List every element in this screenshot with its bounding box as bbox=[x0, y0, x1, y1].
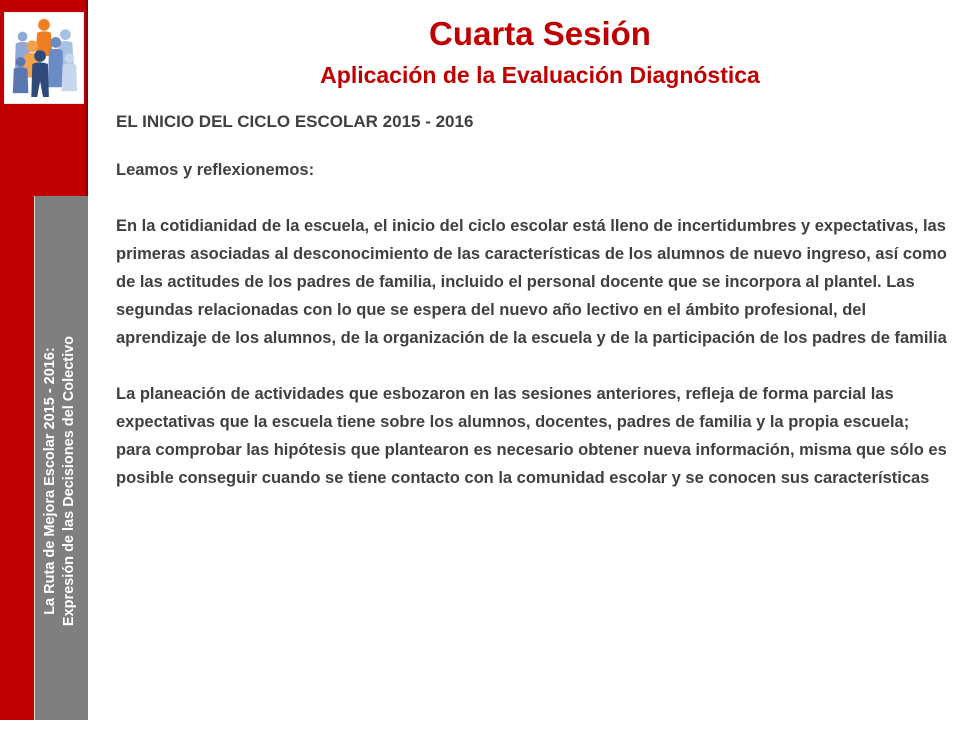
section-heading: EL INICIO DEL CICLO ESCOLAR 2015 - 2016 bbox=[116, 112, 474, 131]
page-subtitle: Aplicación de la Evaluación Diagnóstica bbox=[320, 62, 760, 88]
intro-text: Leamos y reflexionemos: bbox=[116, 161, 315, 179]
page-title: Cuarta Sesión bbox=[429, 15, 651, 52]
sidebar-vertical-caption bbox=[41, 221, 79, 741]
body-paragraph-2: La planeación de actividades que esbozaron en las sesiones anteriores, refleja de forma parcial las expectativas que la escuela tiene sobre los alumnos, docentes, padres de familia y la propia escuela; para comprobar las hipótesis que plantearon es necesario obtener nueva información, misma que sólo es posible conseguir cuando se tiene contacto con la comunidad escolar y se conocen sus características bbox=[116, 385, 947, 487]
sidebar-caption-line-1: La Ruta de Mejora Escolar 2015 - 2016: bbox=[42, 347, 58, 615]
people-group-logo-icon bbox=[4, 12, 84, 104]
sidebar-caption-line-2: Expresión de las Decisiones del Colectivo bbox=[61, 335, 77, 627]
body-paragraph-1: En la cotidianidad de la escuela, el inicio del ciclo escolar está lleno de incertidumbres y expectativas, las primeras asociadas al desconocimiento de las características de los alumnos de nuevo ingreso, así como de las actitudes de los padres de familia, incluido el personal docente que se incorpora al plantel. Las segundas relacionadas con lo que se espera del nuevo año lectivo en el ámbito profesional, del aprendizaje de los alumnos, de la organización de la escuela y de la participación de los padres de familia bbox=[116, 217, 947, 347]
main-content bbox=[116, 156, 948, 520]
